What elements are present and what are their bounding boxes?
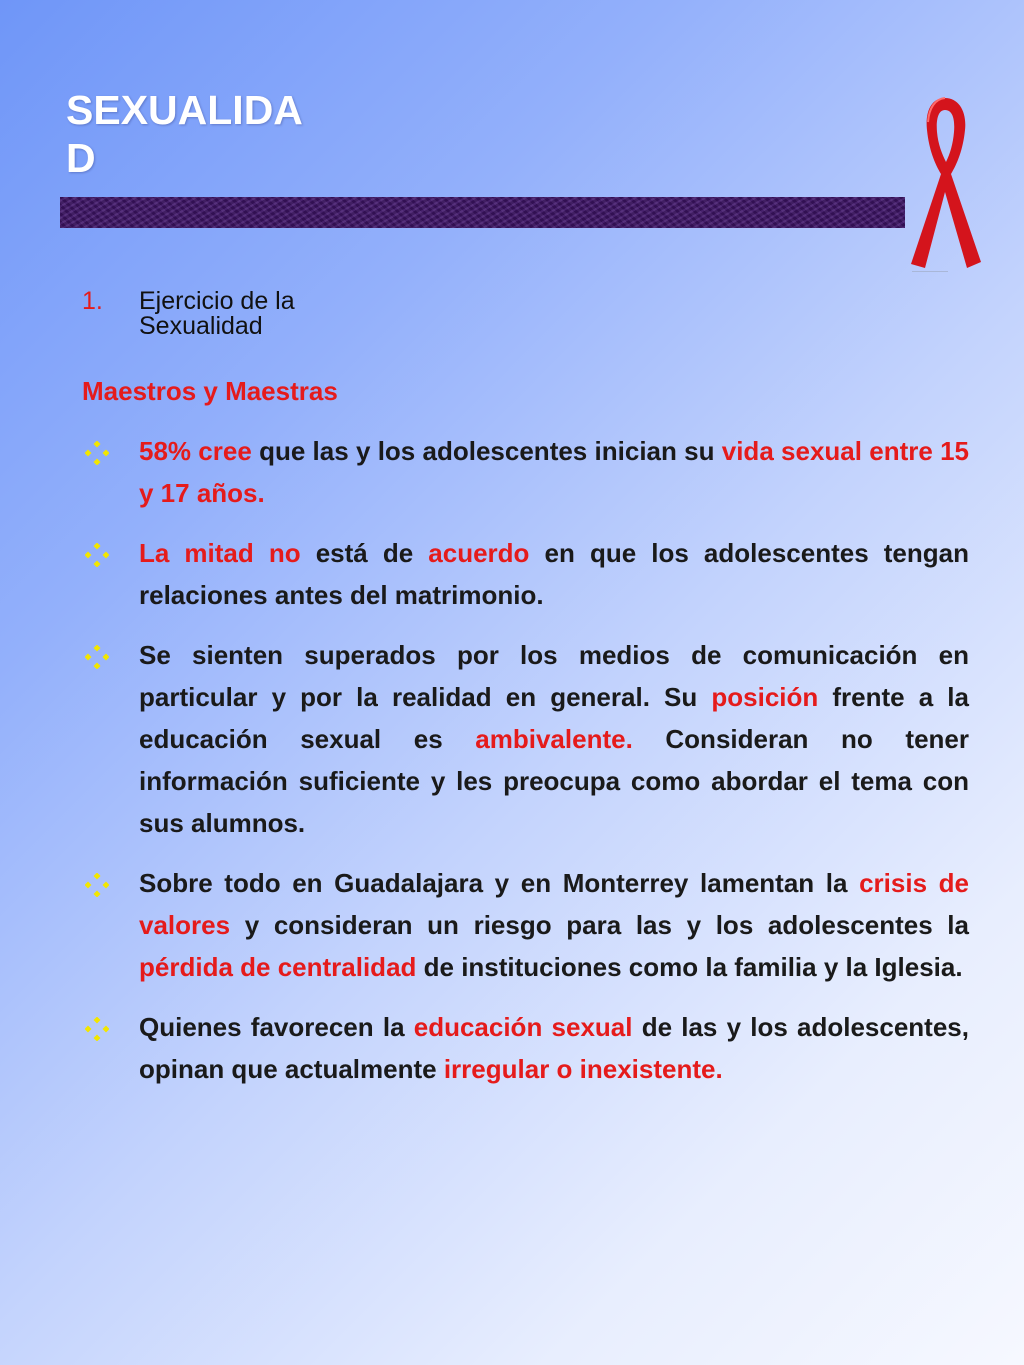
yellow-diamond-bullet-icon xyxy=(85,873,109,897)
item-text: Ejercicio de la Sexualidad xyxy=(139,287,295,340)
item-number: 1. xyxy=(82,287,103,315)
yellow-diamond-bullet-icon xyxy=(85,645,109,669)
body-text: y consideran un riesgo para las y los adolescentes la xyxy=(230,910,969,940)
highlight-text: acuerdo xyxy=(428,538,530,568)
bullet-text xyxy=(139,532,969,616)
body-text: que las y los adolescentes inician su xyxy=(251,436,722,466)
title-line-1: SEXUALIDA xyxy=(66,87,303,133)
yellow-diamond-bullet-icon xyxy=(85,543,109,567)
yellow-diamond-bullet-icon xyxy=(85,1017,109,1041)
bullet-item xyxy=(82,532,969,616)
body-text: en que los adolescentes tengan relaciones antes del matrimonio. xyxy=(139,538,969,610)
bullet-list xyxy=(82,430,969,1108)
body-text: de las y los adolescentes, opinan que actualmente xyxy=(139,1012,969,1084)
bullet-item xyxy=(82,634,969,844)
body-text: está de xyxy=(300,538,429,568)
bullet-text xyxy=(139,430,969,514)
highlight-text: crisis de valores xyxy=(139,868,969,940)
body-text: Consideran no tener información suficiente y les preocupa como abordar el tema con sus alumnos. xyxy=(139,724,969,838)
bullet-item xyxy=(82,1006,969,1090)
highlight-text: posición xyxy=(711,682,819,712)
body-text: frente a la educación sexual es xyxy=(139,682,969,754)
bullet-text xyxy=(139,862,969,988)
highlight-text: educación sexual xyxy=(413,1012,633,1042)
ribbon-underline xyxy=(912,271,948,272)
body-text: Sobre todo en Guadalajara y en Monterrey lamentan la xyxy=(139,868,860,898)
bullet-item xyxy=(82,862,969,988)
yellow-diamond-bullet-icon xyxy=(85,441,109,465)
section-subheading: Maestros y Maestras xyxy=(82,376,338,406)
body-text: Quienes favorecen la xyxy=(139,1012,414,1042)
body-text: de instituciones como la familia y la Iglesia. xyxy=(416,952,963,982)
page-title xyxy=(66,86,346,182)
title-line-2: D xyxy=(66,135,96,181)
red-ribbon-icon xyxy=(905,92,985,274)
highlight-text: 58% cree xyxy=(139,436,252,466)
title-underline-band xyxy=(60,197,905,228)
highlight-text: pérdida de centralidad xyxy=(139,952,417,982)
highlight-text: ambivalente. xyxy=(475,724,633,754)
highlight-text: irregular o inexistente. xyxy=(443,1054,723,1084)
body-text: Se sienten superados por los medios de comunicación en particular y por la realidad en general. Su xyxy=(139,640,969,712)
bullet-text xyxy=(139,1006,969,1090)
bullet-item xyxy=(82,430,969,514)
bullet-text xyxy=(139,634,969,844)
highlight-text: vida sexual entre 15 y 17 años. xyxy=(139,436,970,508)
highlight-text: La mitad no xyxy=(139,538,301,568)
